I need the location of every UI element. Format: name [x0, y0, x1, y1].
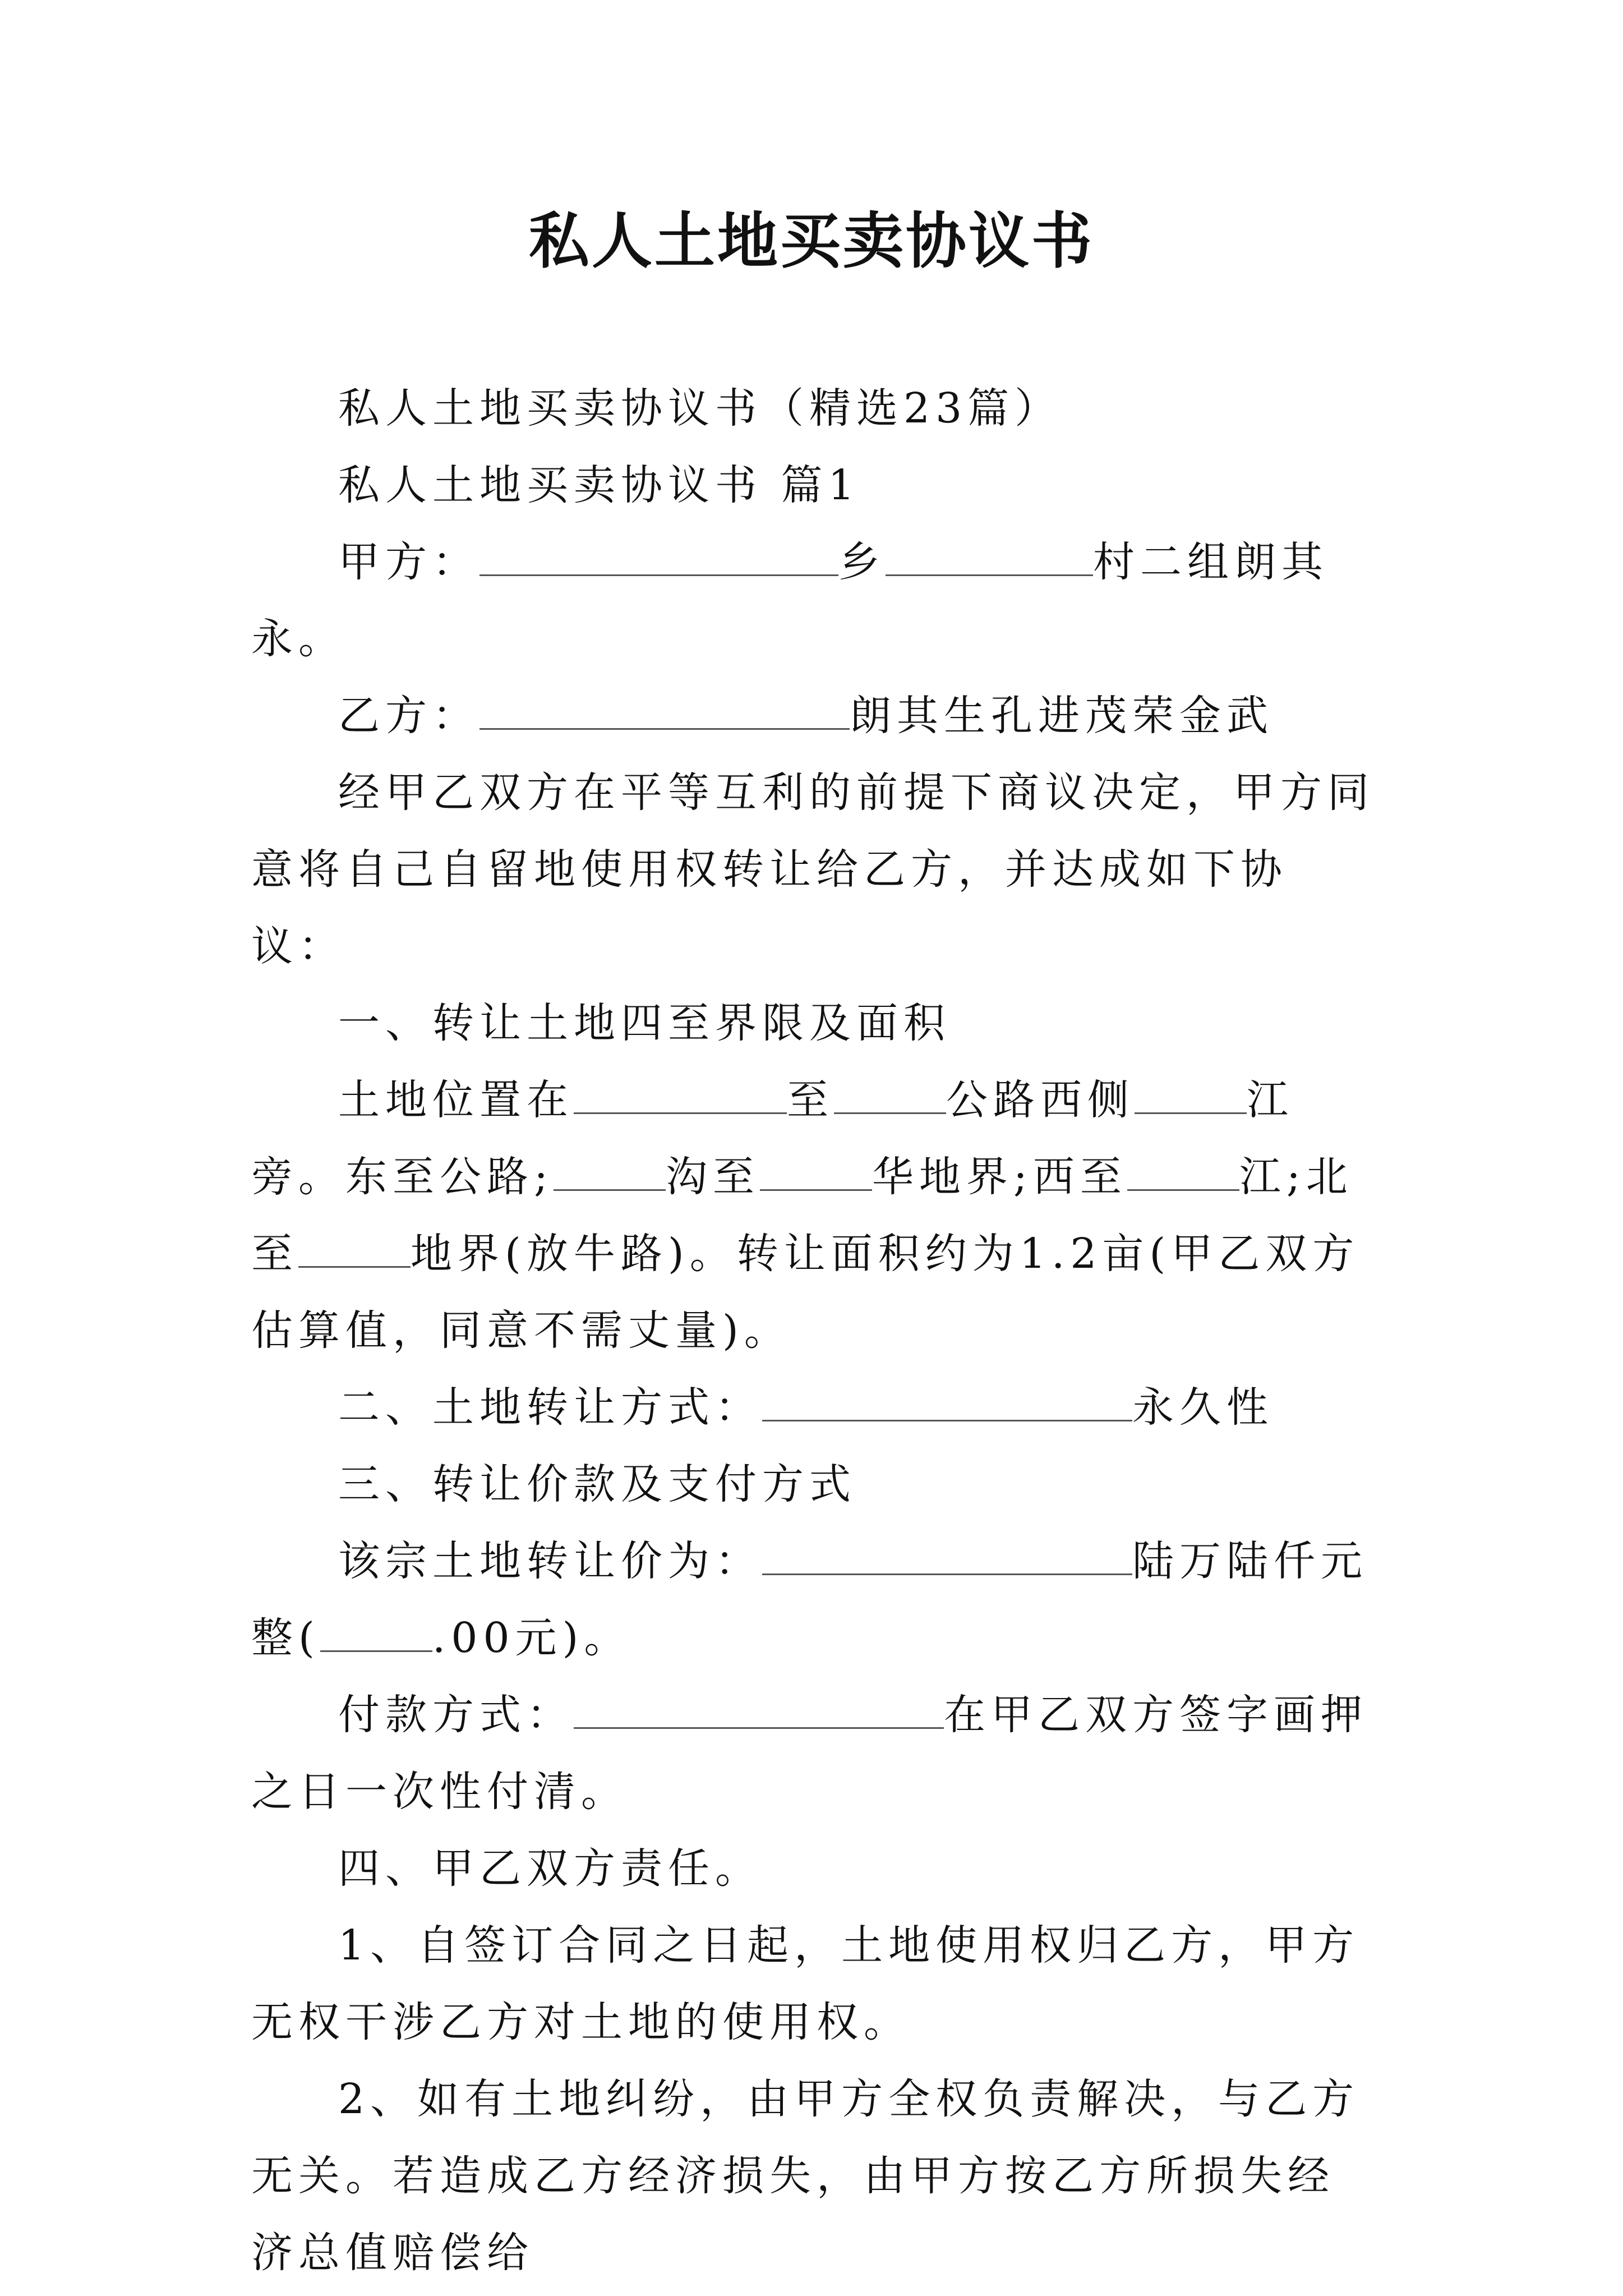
paragraph [251, 1062, 1378, 1369]
text-run: 二、土地转让方式： [338, 1383, 762, 1432]
text-run: 沟至 [665, 1153, 760, 1201]
text-run: 一、转让土地四至界限及面积 [338, 999, 951, 1047]
text-run: 在甲乙双方签字画押之日一次性付清。 [251, 1691, 1368, 1816]
text-run: 经甲乙双方在平等互利的前提下商议决定，甲方同意将自己自留地使用权转让给乙方，并达成如下协议： [251, 769, 1375, 970]
fill-in-blank[interactable] [554, 1150, 666, 1191]
paragraph [251, 1907, 1378, 2061]
text-run: 江旁。东至公路; [251, 1076, 1294, 1201]
paragraph [251, 1446, 1378, 1523]
text-run: 公路西侧 [946, 1076, 1135, 1124]
text-run: 华地界;西至 [872, 1153, 1127, 1201]
fill-in-blank[interactable] [298, 1227, 411, 1268]
document-body [251, 370, 1378, 2292]
fill-in-blank[interactable] [886, 535, 1093, 576]
text-run: 永久性 [1132, 1383, 1274, 1432]
paragraph [251, 1369, 1378, 1446]
paragraph [251, 370, 1378, 447]
fill-in-blank[interactable] [320, 1611, 432, 1652]
fill-in-blank[interactable] [762, 1534, 1132, 1575]
text-run: 私人土地买卖协议书（精选23篇） [338, 384, 1062, 432]
text-run: .00元)。 [432, 1614, 631, 1662]
paragraph [251, 985, 1378, 1062]
fill-in-blank[interactable] [574, 1073, 787, 1114]
paragraph [251, 1677, 1378, 1830]
fill-in-blank[interactable] [1127, 1150, 1239, 1191]
text-run: 1、自签订合同之日起，土地使用权归乙方，甲方无权干涉乙方对土地的使用权。 [251, 1921, 1360, 2046]
paragraph [251, 447, 1378, 524]
fill-in-blank[interactable] [479, 689, 850, 730]
text-run: 付款方式： [338, 1691, 574, 1739]
text-run: 乙方： [338, 692, 479, 740]
paragraph [251, 1830, 1378, 1907]
paragraph [251, 524, 1378, 678]
text-run: 乡 [838, 538, 886, 586]
text-run: 陆万陆仟元整( [251, 1537, 1368, 1662]
document-title: 私人土地买卖协议书 [528, 206, 1094, 277]
text-run: 2、如有土地纠纷，由甲方全权负责解决，与乙方无关。若造成乙方经济损失，由甲方按乙方所损失经济总值赔偿给 [251, 2075, 1360, 2277]
fill-in-blank[interactable] [574, 1688, 944, 1729]
text-run: 地界(放牛路)。转让面积约为1.2亩(甲乙双方估算值，同意不需丈量)。 [251, 1230, 1360, 1355]
text-run: 该宗土地转让价为： [338, 1537, 762, 1585]
text-run: 村二组朗其永。 [251, 538, 1329, 663]
text-run: 至 [787, 1076, 834, 1124]
text-run: 三、转让价款及支付方式 [338, 1460, 856, 1508]
paragraph [251, 754, 1378, 985]
fill-in-blank[interactable] [762, 1381, 1132, 1421]
text-run: 朗其生孔进茂荣金武 [850, 692, 1274, 740]
paragraph [251, 2061, 1378, 2292]
fill-in-blank[interactable] [760, 1150, 872, 1191]
text-run: 四、甲乙双方责任。 [338, 1844, 762, 1893]
fill-in-blank[interactable] [1135, 1073, 1247, 1114]
text-run: 私人土地买卖协议书 篇1 [338, 461, 860, 509]
paragraph [251, 678, 1378, 754]
text-run: 土地位置在 [338, 1076, 574, 1124]
fill-in-blank[interactable] [834, 1073, 946, 1114]
text-run: 江;北至 [251, 1153, 1353, 1278]
text-run: 甲方： [338, 538, 479, 586]
paragraph [251, 1523, 1378, 1677]
fill-in-blank[interactable] [479, 535, 838, 576]
